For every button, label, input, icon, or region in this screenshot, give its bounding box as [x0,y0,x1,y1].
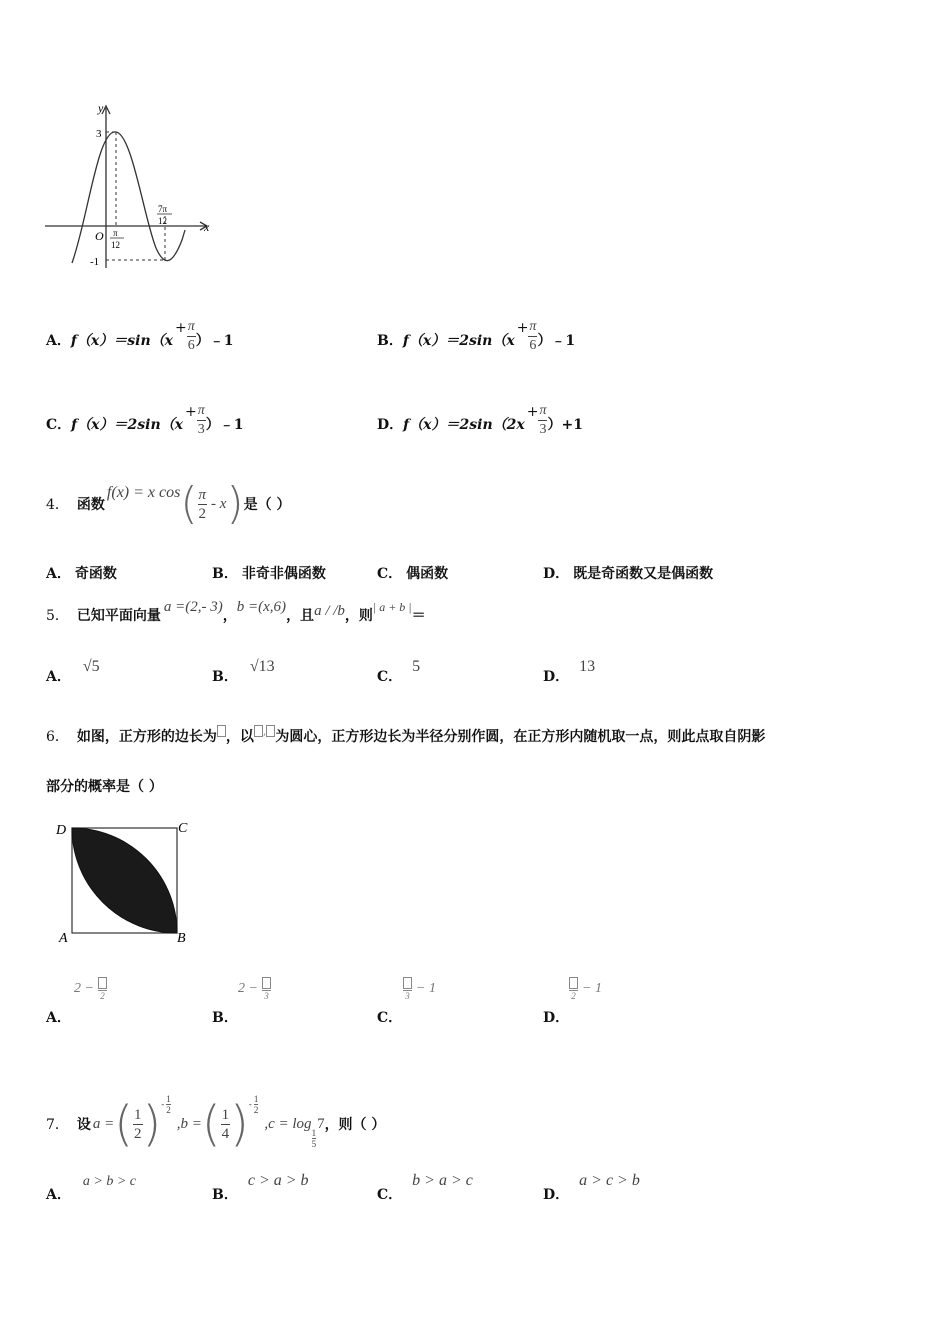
denominator: 6 [187,337,195,353]
fraction [262,977,271,1001]
option-formula: f（x）＝2sin（2x [403,417,525,433]
separator: ，则 [344,608,373,624]
graph-y-max: 3 [96,128,102,140]
denominator: 3 [403,990,412,1001]
magnitude-expr: | a + b | [372,599,412,614]
q5-option-a[interactable] [46,656,100,686]
separator: ， [222,608,237,624]
option-letter: B． [212,566,238,582]
left-paren: ( [180,478,198,529]
fraction [133,1106,143,1143]
numerator: π [538,402,547,421]
question-5 [46,600,426,630]
missing-glyph-icon [403,977,412,989]
missing-glyph-icon [569,977,578,989]
option-tail: ）﹣1 [205,417,244,433]
right-paren: ) [226,478,244,529]
missing-glyph-icon [262,977,271,989]
question-number: 5． [46,608,69,624]
option-letter: C． [377,669,403,685]
question-6-line1: 6． 如图，正方形的边长为 ，以 , 为圆心，正方形边长为半径分别作圆，在正方形内随机取一点，则此点取自阴影 [46,724,766,745]
numerator: 1 [221,1106,230,1123]
exp-numerator: 1 [166,1093,171,1104]
denominator: 3 [262,990,271,1001]
question-number: 4． [46,497,69,513]
c-expr: ,c = log [264,1115,312,1132]
exp-denominator: 2 [166,1104,171,1115]
denominator: 2 [98,990,107,1001]
q7-option-a[interactable] [46,1170,136,1204]
option-letter: D． [543,1010,570,1026]
sine-graph [40,98,220,278]
exponent [249,1094,259,1115]
option-tail: ）﹣1 [195,333,234,349]
option-letter: B． [212,1187,238,1203]
right-paren: ) [142,1096,162,1152]
right-paren: ) [230,1096,249,1152]
option-text: 偶函数 [406,566,449,582]
plus-sign: + [526,404,539,420]
option-text: a > b > c [82,1174,136,1189]
q4-option-a[interactable] [46,563,117,583]
option-tail: ）+1 [547,417,583,433]
exponent [161,1094,171,1115]
graph-y-min: -1 [90,256,100,268]
numerator: 1 [134,1106,142,1123]
option-text: 非奇非偶函数 [241,566,326,582]
q7-option-b[interactable] [212,1170,309,1204]
option-letter: A． [46,566,71,582]
option-letter: D． [543,1187,570,1203]
numerator: π [198,486,207,503]
parallel-condition: a / /b [314,602,345,619]
vector-a: a =(2,- 3) [163,598,223,615]
question-text: 部分的概率是（ ） [46,779,163,795]
graph-tick1-den: 12 [111,240,120,250]
fraction [403,977,412,1001]
q5-option-d[interactable] [543,656,595,686]
option-letter: B． [212,1010,238,1026]
separator: ，且 [286,608,315,624]
graph-y-label: y [98,101,104,115]
q6-option-c[interactable] [377,975,497,1025]
b-expr: ,b = [176,1115,202,1132]
numerator: π [187,318,196,337]
q6-option-b[interactable] [212,975,332,1025]
option-text: √13 [249,658,275,675]
option-text: b > a > c [412,1172,473,1189]
label-c: C [178,821,188,836]
question-6-line2 [46,776,163,796]
exp-denominator: 2 [253,1104,259,1115]
left-paren: ( [114,1096,134,1152]
graph-origin: O [95,229,104,243]
plus-sign: + [516,320,529,336]
graph-x-label: x [204,220,210,234]
option-formula: f（x）＝sin（x [70,333,173,349]
question-tail: 是（ ） [243,497,291,513]
plus-sign: + [185,404,197,420]
option-letter: D． [543,669,570,685]
numerator: π [528,318,537,337]
denominator: 3 [539,421,547,437]
option-letter: D． [377,417,404,433]
question-text: ，以 [225,729,254,745]
q5-option-b[interactable] [212,656,275,686]
option-letter: A． [46,333,71,349]
fraction [98,977,107,1001]
log-base-numerator: 1 [311,1127,317,1138]
question-number: 6． [46,729,69,745]
option-letter: A． [46,1010,71,1026]
exp-minus: - [248,1099,252,1109]
question-lead: 设 [76,1117,91,1133]
exp-fraction [254,1094,259,1115]
exp-fraction [166,1094,171,1115]
missing-glyph-icon [266,725,275,737]
denominator: 3 [197,421,205,437]
option-letter: C． [377,1187,403,1203]
option-text: √5 [82,658,100,675]
fraction [197,402,206,439]
log-argument: 7 [317,1115,325,1132]
option-text: 既是奇函数又是偶函数 [573,566,714,582]
question-4 [46,480,291,528]
option-formula: f（x）＝2sin（x [402,333,515,349]
equals-sign: ＝ [411,608,426,624]
graph-tick2-num: 7π [158,204,168,214]
label-d: D [56,823,67,838]
option-text: 5 [412,658,421,675]
question-tail: ，则（ ） [324,1117,386,1133]
option-expr: 2 − [74,981,94,996]
fraction [569,977,578,1001]
question-number: 7． [46,1117,69,1133]
plus-sign: + [174,320,187,336]
missing-glyph-icon [98,977,107,989]
option-letter: D． [543,566,570,582]
option-letter: A． [46,1187,71,1203]
log-base [312,1128,317,1149]
missing-glyph-icon [254,725,263,737]
numerator: π [197,402,206,421]
q6-option-d[interactable] [543,975,663,1025]
option-text: a > c > b [579,1172,640,1189]
function-expr: f(x) = x cos [106,484,181,501]
question-7 [46,1092,385,1156]
q7-option-c[interactable] [377,1170,473,1204]
option-text: c > a > b [247,1172,309,1189]
shaded-lens [72,828,177,933]
log-base-denominator: 5 [311,1138,317,1149]
option-letter: B． [377,333,403,349]
fraction [221,1106,231,1143]
missing-glyph-icon [217,725,226,737]
q4-option-c[interactable] [377,563,448,583]
option-letter: C． [46,417,72,433]
denominator: 6 [529,337,537,353]
fraction [187,318,196,355]
vector-b: b =(x,6) [236,598,287,615]
sine-curve [72,132,185,263]
q4-option-d[interactable] [543,563,713,583]
denominator: 2 [569,990,578,1001]
square-figure [50,814,200,949]
fraction [198,486,208,523]
graph-tick1-num: π [113,228,118,238]
option-formula: f（x）＝2sin（x [71,417,183,433]
q3-option-b[interactable] [377,315,575,365]
q6-option-a[interactable] [46,975,166,1025]
denominator: 2 [134,1125,142,1142]
label-b: B [177,931,186,946]
question-lead: 函数 [76,497,105,513]
q3-option-c[interactable] [46,399,244,449]
fraction [528,318,537,355]
q3-option-a[interactable] [46,315,233,365]
option-text: 13 [579,658,596,675]
option-letter: C． [377,1010,403,1026]
option-expr: − 1 [582,981,602,996]
question-lead: 已知平面向量 [76,608,161,624]
denominator: 2 [198,505,207,522]
exp-numerator: 1 [253,1093,259,1104]
a-expr: a = [92,1115,115,1132]
denominator: 4 [221,1125,230,1142]
q5-option-c[interactable] [377,656,420,686]
fraction [538,402,547,439]
left-paren: ( [201,1096,221,1152]
question-text: 如图，正方形的边长为 [76,729,217,745]
question-text: 为圆心，正方形边长为半径分别作圆，在正方形内随机取一点，则此点取自阴影 [275,729,766,745]
exp-minus: - [161,1099,165,1109]
option-letter: A． [46,669,71,685]
option-letter: B． [212,669,238,685]
option-expr: − 1 [416,981,436,996]
minus-x: - x [211,495,227,512]
graph-tick2-den: 12 [158,216,167,226]
label-a: A [59,931,68,946]
q3-option-d[interactable] [377,399,583,449]
option-text: 奇函数 [74,566,117,582]
option-tail: ）﹣1 [537,333,576,349]
q7-option-d[interactable] [543,1170,640,1204]
q4-option-b[interactable] [212,563,326,583]
option-expr: 2 − [238,981,258,996]
option-letter: C． [377,566,403,582]
